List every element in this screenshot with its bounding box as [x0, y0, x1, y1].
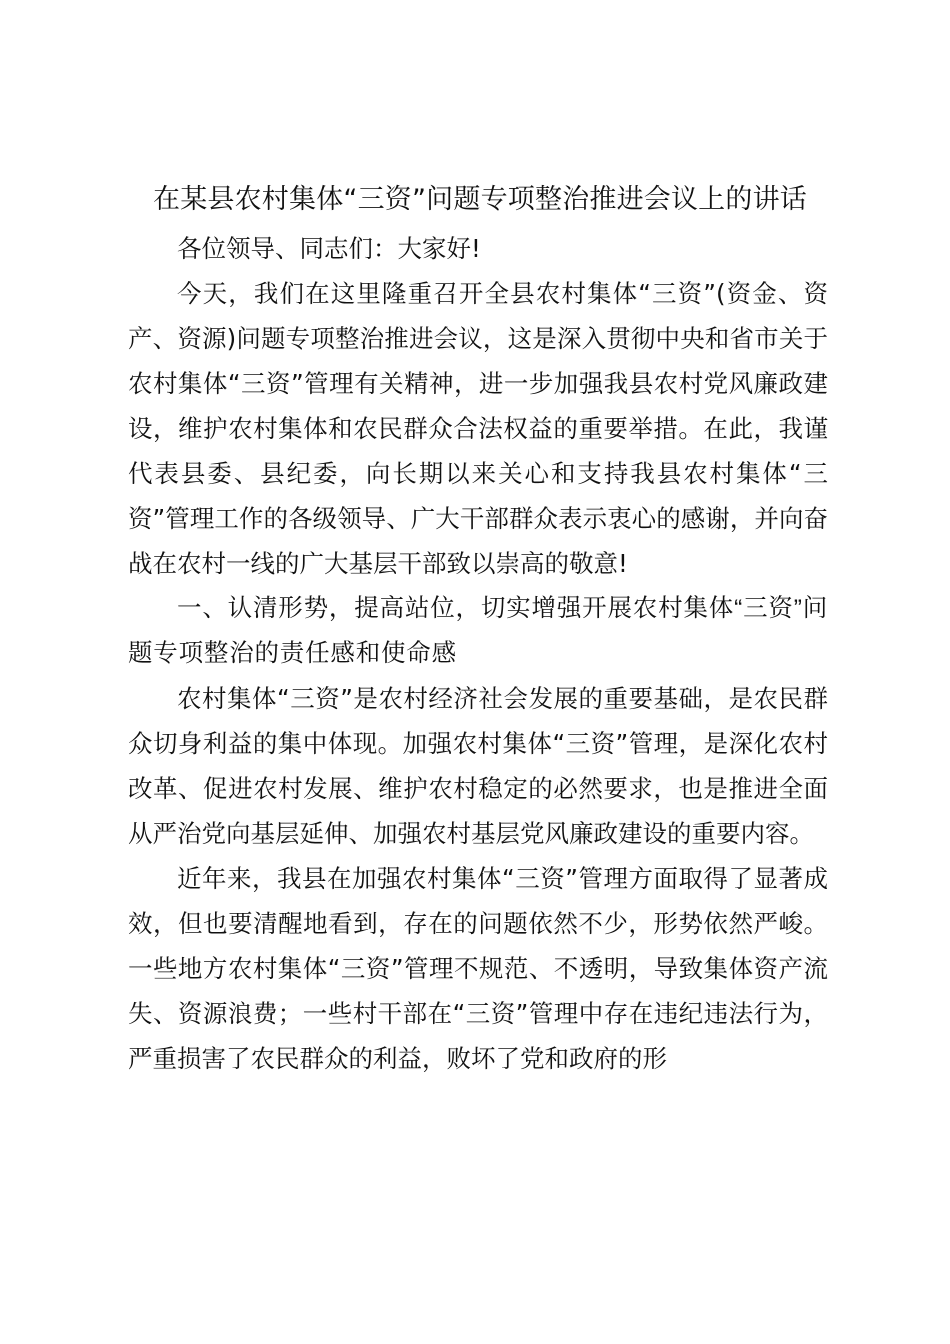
section-heading: 一、认清形势，提高站位，切实增强开展农村集体“三资”问题专项整治的责任感和使命感	[128, 595, 828, 667]
opening-paragraph: 今天，我们在这里隆重召开全县农村集体“三资”(资金、资产、资源)问题专项整治推进会议，这是深入贯彻中央和省市关于农村集体“三资”管理有关精神，进一步加强我县农村党风廉政建设，维护农村集体和农民群众合法权益的重要举措。在此，我谨代表县委、县纪委，向长期以来关心和支持我县农村集体“三资”管理工作的各级领导、广大干部群众表示衷心的感谢，并向奋战在农村一线的广大基层干部致以崇高的敬意!	[128, 279, 828, 578]
document-body	[128, 226, 828, 1081]
body-paragraph: 农村集体“三资”是农村经济社会发展的重要基础，是农民群众切身利益的集中体现。加强农村集体“三资”管理，是深化农村改革、促进农村发展、维护农村稳定的必然要求，也是推进全面从严治党向基层延伸、加强农村基层党风廉政建设的重要内容。	[128, 684, 828, 848]
greeting-paragraph: 各位领导、同志们：大家好!	[177, 234, 481, 263]
body-paragraph: 近年来，我县在加强农村集体“三资”管理方面取得了显著成效，但也要清醒地看到，存在的问题依然不少，形势依然严峻。一些地方农村集体“三资”管理不规范、不透明，导致集体资产流失、资源浪费；一些村干部在“三资”管理中存在违纪违法行为，严重损害了农民群众的利益，败坏了党和政府的形	[128, 864, 828, 1073]
document-title: 在某县农村集体“三资”问题专项整治推进会议上的讲话	[153, 184, 807, 215]
